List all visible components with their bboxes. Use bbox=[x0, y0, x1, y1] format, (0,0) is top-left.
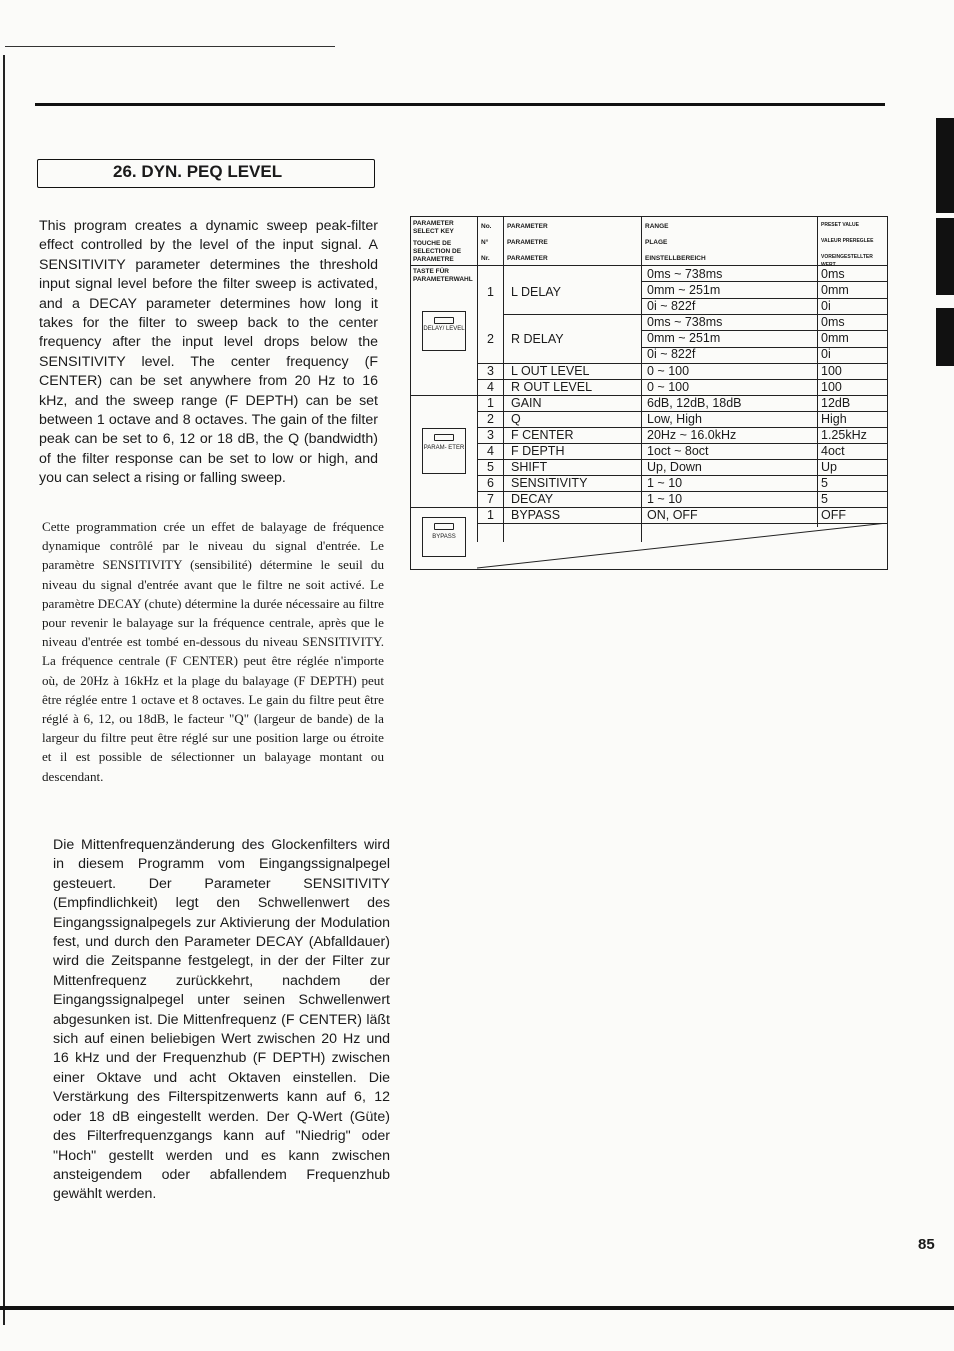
delay-level-key-label: DELAY/ LEVEL bbox=[423, 326, 465, 332]
cell-preset: OFF bbox=[821, 508, 846, 522]
section-name: DYN. PEQ LEVEL bbox=[141, 162, 283, 181]
parameter-table bbox=[410, 216, 888, 570]
section-title bbox=[113, 162, 282, 182]
cell-range: 1 ~ 10 bbox=[647, 492, 683, 506]
cell-range: 0i ~ 822f bbox=[647, 347, 696, 361]
cell-preset: 0ms bbox=[821, 315, 845, 329]
cell-parameter: GAIN bbox=[511, 396, 542, 410]
cell-no: 5 bbox=[487, 460, 494, 474]
cell-parameter: DECAY bbox=[511, 492, 554, 506]
cell-range: ON, OFF bbox=[647, 508, 698, 522]
cell-preset: 0i bbox=[821, 347, 831, 361]
cell-no: 3 bbox=[487, 428, 494, 442]
index-tab bbox=[936, 118, 954, 213]
cell-range: 0 ~ 100 bbox=[647, 364, 690, 378]
cell-parameter: L OUT LEVEL bbox=[511, 364, 590, 378]
cell-parameter: F CENTER bbox=[511, 428, 574, 442]
index-tab bbox=[936, 308, 954, 366]
index-tab bbox=[936, 218, 954, 295]
cell-range: 0 ~ 100 bbox=[647, 380, 690, 394]
page-edge-line bbox=[3, 55, 5, 1325]
cell-parameter: BYPASS bbox=[511, 508, 561, 522]
cell-no: 4 bbox=[487, 444, 494, 458]
cell-preset: High bbox=[821, 412, 847, 426]
top-rule bbox=[35, 103, 885, 106]
bottom-rule bbox=[0, 1306, 954, 1310]
cell-range: 0ms ~ 738ms bbox=[647, 315, 723, 329]
parameter-key-label: PARAM- ETER bbox=[423, 445, 465, 451]
cell-no: 6 bbox=[487, 476, 494, 490]
cell-no: 2 bbox=[487, 332, 494, 346]
cell-parameter: L DELAY bbox=[511, 285, 562, 299]
top-faint-rule bbox=[5, 46, 335, 47]
cell-preset: 100 bbox=[821, 364, 842, 378]
section-number: 26. bbox=[113, 162, 137, 181]
cell-parameter: F DEPTH bbox=[511, 444, 565, 458]
cell-no: 7 bbox=[487, 492, 494, 506]
parameter-key bbox=[422, 428, 466, 474]
cell-range: 0mm ~ 251m bbox=[647, 283, 721, 297]
page-number: 85 bbox=[918, 1236, 935, 1253]
cell-range: 0i ~ 822f bbox=[647, 299, 696, 313]
cell-range: Up, Down bbox=[647, 460, 702, 474]
cell-parameter: SENSITIVITY bbox=[511, 476, 588, 490]
cell-range: 1oct ~ 8oct bbox=[647, 444, 709, 458]
cell-range: Low, High bbox=[647, 412, 702, 426]
cell-parameter: R DELAY bbox=[511, 332, 564, 346]
cell-no: 3 bbox=[487, 364, 494, 378]
bypass-key-label: BYPASS bbox=[432, 534, 456, 540]
cell-preset: 0mm bbox=[821, 283, 849, 297]
cell-preset: 1.25kHz bbox=[821, 428, 867, 442]
cell-range: 0mm ~ 251m bbox=[647, 331, 721, 345]
header-parameter: PARAMETER PARAMETRE PARAMETER bbox=[507, 223, 548, 262]
key-icon bbox=[434, 523, 454, 530]
header-no: No. N° Nr. bbox=[481, 223, 492, 262]
key-icon bbox=[434, 434, 454, 441]
section-title-box bbox=[37, 159, 375, 188]
cell-no: 1 bbox=[487, 508, 494, 522]
cell-range: 20Hz ~ 16.0kHz bbox=[647, 428, 737, 442]
cell-parameter: SHIFT bbox=[511, 460, 548, 474]
bypass-key bbox=[422, 517, 466, 557]
cell-preset: 5 bbox=[821, 492, 828, 506]
cell-no: 2 bbox=[487, 412, 494, 426]
description-french: Cette programmation crée un effet de balayage de fréquence dynamique contrôlé par le niveau du signal d'entrée. Le paramètre SENSITIVITY (sensibilité) détermine le seuil du niveau du signal d'entrée avant que le filtre ne soit activé. Le paramètre DECAY (chute) détermine la durée nécessaire au filtre pour revenir le balayage sur la fréquence centrale, après que le niveau d'entrée est tombé en-dessous du niveau SENSITIVITY. La fréquence centrale (F CENTER) peut être réglée n'importe où, de 20Hz à 16kHz et la plage du balayage (F DEPTH) peut être réglée entre 1 octave et 8 octaves. Le gain du filtre peut être réglé à 6, 12, ou 18dB, le facteur "Q" (largeur de bande) de la largeur du filtre peut être réglé sur une position large ou étroite et il est possible de sélectionner un balayage montant ou descendant. bbox=[42, 519, 384, 784]
cell-no: 1 bbox=[487, 396, 494, 410]
key-icon bbox=[434, 317, 454, 324]
cell-range: 6dB, 12dB, 18dB bbox=[647, 396, 742, 410]
cell-preset: Up bbox=[821, 460, 837, 474]
cell-no: 1 bbox=[487, 285, 494, 299]
cell-preset: 5 bbox=[821, 476, 828, 490]
cell-preset: 0i bbox=[821, 299, 831, 313]
cell-parameter: Q bbox=[511, 412, 521, 426]
cell-range: 0ms ~ 738ms bbox=[647, 267, 723, 281]
delay-level-key bbox=[422, 311, 466, 351]
cell-parameter: R OUT LEVEL bbox=[511, 380, 593, 394]
cell-preset: 0mm bbox=[821, 331, 849, 345]
cell-range: 1 ~ 10 bbox=[647, 476, 683, 490]
cell-preset: 12dB bbox=[821, 396, 851, 410]
header-key: PARAMETER SELECT KEY TOUCHE DE SELECTION DE PARAMETRE TASTE FÜR PARAMETERWAHL bbox=[413, 220, 473, 283]
description-german: Die Mittenfrequenzänderung des Glockenfilters wird in diesem Programm vom Eingangssignalpegel gesteuert. Der Parameter SENSITIVITY (Empfindlichkeit) legt den Schwellenwert des Eingangssignalpegels zur Aktivierung der Modulation fest, und durch den Parameter DECAY (Abfalldauer) wird die Zeitspanne festgelegt, in der der Filter zur Mittenfrequenz zurückkehrt, nachdem der Eingangssignalpegel unter seinen Schwellenwert abgesunken ist. Die Mittenfrequenz (F CENTER) läßt sich auf einen beliebigen Wert zwischen 20 Hz und 16 kHz und der Frequenzhub (F DEPTH) zwischen einer Oktave und acht Oktaven einstellen. Die Verstärkung des Filterspitzenwerts kann auf 6, 12 oder 18 dB eingestellt werden. Der Q-Wert (Güte) des Filterfrequenzgangs kann auf "Niedrig" oder "Hoch" gestellt werden und es kann zwischen ansteigendem oder abfallendem Frequenzhub gewählt werden. bbox=[53, 837, 390, 1203]
header-preset: PRESET VALUE VALEUR PREREGLEE VOREINGESTELLTER WERT bbox=[821, 222, 874, 268]
cell-preset: 100 bbox=[821, 380, 842, 394]
cell-no: 4 bbox=[487, 380, 494, 394]
cell-preset: 0ms bbox=[821, 267, 845, 281]
unused-cell-diagonal bbox=[477, 523, 887, 569]
cell-preset: 4oct bbox=[821, 444, 845, 458]
header-range: RANGE PLAGE EINSTELLBEREICH bbox=[645, 223, 706, 262]
description-english: This program creates a dynamic sweep peak-filter effect controlled by the level of the input signal. A SENSITIVITY parameter determines the threshold input signal level before the filter sweep is activated, and a DECAY parameter determines how long it takes for the filter to sweep back to the center frequency after the input level drops below the SENSITIVITY level. The center frequency (F CENTER) can be set anywhere from 20 Hz to 16 kHz, and the sweep range (F DEPTH) can be set between 1 octave and 8 octaves. The gain of the filter peak can be set to 6, 12 or 18 dB, the Q (bandwidth) of the filter response can be set to low or high, and you can select a rising or falling sweep. bbox=[39, 218, 378, 487]
